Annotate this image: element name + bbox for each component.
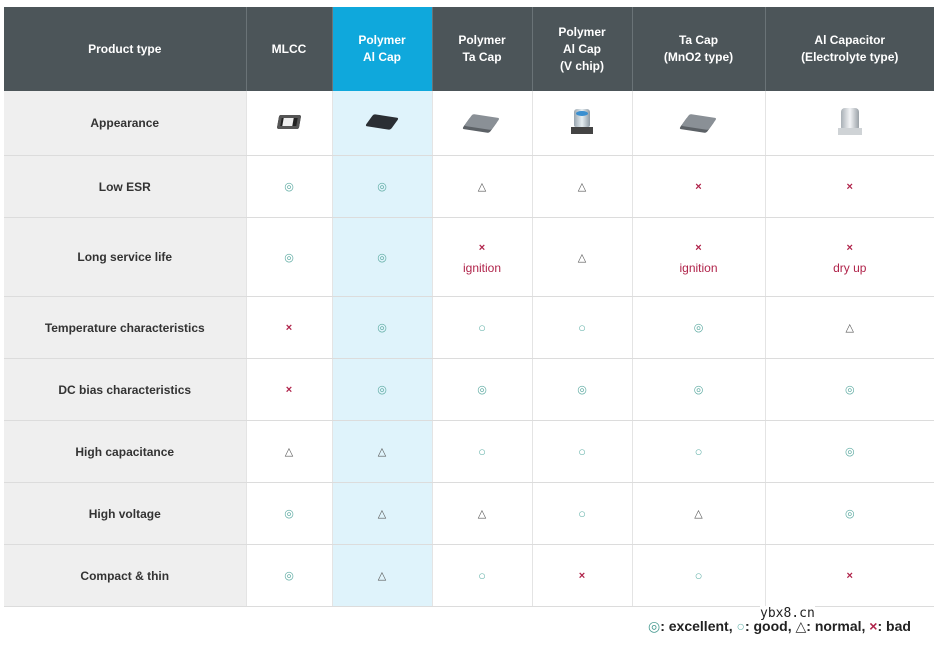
cell-temperature-ta-cap (632, 297, 765, 359)
cell-compact-thin-al-capacitor (765, 545, 934, 607)
header-row (4, 7, 934, 91)
cell-long-life-polymer-al-cap (332, 218, 432, 297)
rating-note: ignition (462, 260, 502, 275)
appearance-v-chip (532, 91, 632, 156)
rating-excellent-icon: ◎ (284, 508, 294, 520)
header-polymer-al-cap (332, 7, 432, 91)
cell-dc-bias-mlcc (246, 359, 332, 421)
rating-bad-icon: × (846, 181, 853, 193)
rating-excellent-icon: ◎ (844, 384, 855, 396)
legend-excellent-text: : excellent, (660, 618, 737, 634)
cell-temperature-mlcc (246, 297, 332, 359)
row-label-appearance: Appearance (4, 91, 246, 156)
rating-normal-icon: △ (694, 508, 703, 520)
cell-dc-bias-v-chip (532, 359, 632, 421)
cell-high-capacitance-al-capacitor (765, 421, 934, 483)
header-mlcc-line1: MLCC (271, 41, 307, 56)
legend-excellent-symbol: ◎ (648, 618, 661, 634)
cell-dc-bias-polymer-ta-cap (432, 359, 532, 421)
header-polymer-ta-cap-line2: Ta Cap (462, 50, 502, 64)
header-polymer-v-chip-line1: Polymer (558, 24, 606, 39)
legend-bad-symbol: × (869, 618, 878, 634)
electrolytic-cap-icon (838, 108, 862, 136)
cell-compact-thin-v-chip (532, 545, 632, 607)
cell-long-life-ta-cap (632, 218, 765, 297)
rating-normal-icon: △ (377, 570, 387, 582)
mlcc-chip-icon (277, 115, 301, 129)
table-body (4, 91, 934, 607)
cell-high-capacitance-polymer-al-cap (332, 421, 432, 483)
rating-good-icon: ○ (478, 319, 486, 335)
rating-excellent-icon: ◎ (377, 181, 387, 193)
row-label-dc-bias: DC bias characteristics (4, 359, 246, 421)
header-ta-cap-line2: (MnO2 type) (663, 50, 734, 64)
rating-good-icon: ○ (694, 443, 703, 459)
rating-excellent-icon: ◎ (844, 446, 855, 458)
cell-dc-bias-ta-cap (632, 359, 765, 421)
cell-temperature-polymer-ta-cap (432, 297, 532, 359)
table-row-high-capacitance (4, 421, 934, 483)
cell-temperature-polymer-al-cap (332, 297, 432, 359)
cell-long-life-mlcc (246, 218, 332, 297)
cell-low-esr-ta-cap (632, 156, 765, 218)
rating-excellent-icon: ◎ (693, 384, 704, 396)
cell-high-voltage-v-chip (532, 483, 632, 545)
rating-bad-icon: × (285, 322, 293, 334)
legend-good-text: : good, (744, 618, 796, 634)
rating-bad-icon: × (695, 181, 702, 193)
row-label-long-service-life: Long service life (4, 218, 246, 297)
header-polymer-v-chip (532, 7, 632, 91)
rating-normal-icon: △ (477, 508, 487, 520)
rating-normal-icon: △ (845, 322, 854, 334)
rating-excellent-icon: ◎ (577, 384, 587, 396)
rating-excellent-icon: ◎ (284, 251, 294, 264)
legend-bad-text: : bad (877, 618, 911, 634)
rating-note: ignition (679, 260, 718, 275)
rating-excellent-icon: ◎ (377, 322, 387, 334)
rating-normal-icon: △ (577, 251, 587, 264)
rating-good-icon: ○ (578, 443, 586, 459)
rating-excellent-icon: ◎ (284, 181, 294, 193)
watermark: ybx8.cn (760, 606, 815, 621)
cell-high-voltage-al-capacitor (765, 483, 934, 545)
appearance-al-capacitor (765, 91, 934, 156)
rating-excellent-icon: ◎ (284, 570, 294, 582)
header-mlcc (246, 7, 332, 91)
rating-excellent-icon: ◎ (377, 251, 387, 264)
cell-high-voltage-polymer-al-cap (332, 483, 432, 545)
rating-excellent-icon: ◎ (377, 384, 387, 396)
header-product-type: Product type (4, 7, 246, 91)
table-row-dc-bias (4, 359, 934, 421)
cell-dc-bias-polymer-al-cap (332, 359, 432, 421)
table-row-low-esr (4, 156, 934, 218)
cell-compact-thin-mlcc (246, 545, 332, 607)
appearance-polymer-ta-cap (432, 91, 532, 156)
v-chip-cap-icon (571, 109, 593, 135)
cell-low-esr-polymer-al-cap (332, 156, 432, 218)
cell-low-esr-mlcc (246, 156, 332, 218)
rating-normal-icon: △ (377, 446, 387, 458)
legend-normal-text: : normal, (806, 618, 870, 634)
header-polymer-ta-cap-line1: Polymer (458, 33, 506, 47)
rating-bad-icon: × (846, 241, 853, 254)
legend (648, 618, 911, 635)
cell-compact-thin-polymer-al-cap (332, 545, 432, 607)
rating-normal-icon: △ (377, 508, 387, 520)
table-row-appearance (4, 91, 934, 156)
header-polymer-al-cap-line1: Polymer (358, 33, 406, 47)
cell-low-esr-polymer-ta-cap (432, 156, 532, 218)
appearance-polymer-al-cap (332, 91, 432, 156)
cell-low-esr-al-capacitor (765, 156, 934, 218)
rating-normal-icon: △ (477, 181, 487, 193)
cell-compact-thin-polymer-ta-cap (432, 545, 532, 607)
legend-normal-symbol: △ (795, 618, 807, 634)
rating-normal-icon: △ (577, 181, 587, 193)
rating-normal-icon: △ (284, 446, 294, 458)
table-header (4, 7, 934, 91)
cell-high-capacitance-polymer-ta-cap (432, 421, 532, 483)
appearance-mlcc (246, 91, 332, 156)
polymer-al-cap-icon (365, 114, 399, 130)
appearance-ta-cap (632, 91, 765, 156)
rating-bad-icon: × (846, 570, 853, 582)
header-polymer-v-chip-line3: (V chip) (560, 58, 604, 73)
row-label-high-capacitance: High capacitance (4, 421, 246, 483)
row-label-temperature: Temperature characteristics (4, 297, 246, 359)
cell-high-voltage-ta-cap (632, 483, 765, 545)
rating-good-icon: ○ (694, 567, 703, 583)
table-row-temperature (4, 297, 934, 359)
rating-note: dry up (833, 260, 867, 275)
row-label-low-esr: Low ESR (4, 156, 246, 218)
cell-low-esr-v-chip (532, 156, 632, 218)
header-polymer-ta-cap (432, 7, 532, 91)
cell-long-life-v-chip (532, 218, 632, 297)
rating-bad-icon: × (285, 384, 293, 396)
capacitor-comparison-table (4, 7, 934, 607)
rating-bad-icon: × (578, 570, 586, 582)
rating-good-icon: ○ (478, 567, 486, 583)
row-label-compact-thin: Compact & thin (4, 545, 246, 607)
cell-long-life-al-capacitor (765, 218, 934, 297)
cell-high-capacitance-v-chip (532, 421, 632, 483)
polymer-ta-cap-icon (464, 113, 500, 129)
header-al-capacitor-line2: (Electrolyte type) (801, 50, 899, 64)
rating-bad-icon: × (478, 241, 486, 254)
cell-high-voltage-polymer-ta-cap (432, 483, 532, 545)
header-al-capacitor-line1: Al Capacitor (814, 33, 886, 47)
header-polymer-v-chip-line2: Al Cap (562, 41, 601, 56)
rating-excellent-icon: ◎ (844, 508, 855, 520)
rating-good-icon: ○ (478, 443, 486, 459)
cell-temperature-v-chip (532, 297, 632, 359)
cell-temperature-al-capacitor (765, 297, 934, 359)
header-polymer-al-cap-line2: Al Cap (362, 50, 401, 64)
rating-excellent-icon: ◎ (693, 322, 704, 334)
header-ta-cap-line1: Ta Cap (678, 33, 719, 47)
header-ta-cap (632, 7, 765, 91)
table-row-compact-thin (4, 545, 934, 607)
cell-high-capacitance-ta-cap (632, 421, 765, 483)
comparison-table-container (4, 7, 934, 607)
rating-bad-icon: × (695, 241, 702, 254)
rating-good-icon: ○ (578, 319, 586, 335)
rating-good-icon: ○ (578, 505, 586, 521)
cell-dc-bias-al-capacitor (765, 359, 934, 421)
ta-cap-icon (681, 113, 717, 129)
row-label-high-voltage: High voltage (4, 483, 246, 545)
legend-good-symbol: ○ (736, 618, 745, 634)
cell-high-voltage-mlcc (246, 483, 332, 545)
rating-excellent-icon: ◎ (477, 384, 487, 396)
cell-long-life-polymer-ta-cap (432, 218, 532, 297)
header-al-capacitor (765, 7, 934, 91)
cell-compact-thin-ta-cap (632, 545, 765, 607)
table-row-long-service-life (4, 218, 934, 297)
cell-high-capacitance-mlcc (246, 421, 332, 483)
table-row-high-voltage (4, 483, 934, 545)
